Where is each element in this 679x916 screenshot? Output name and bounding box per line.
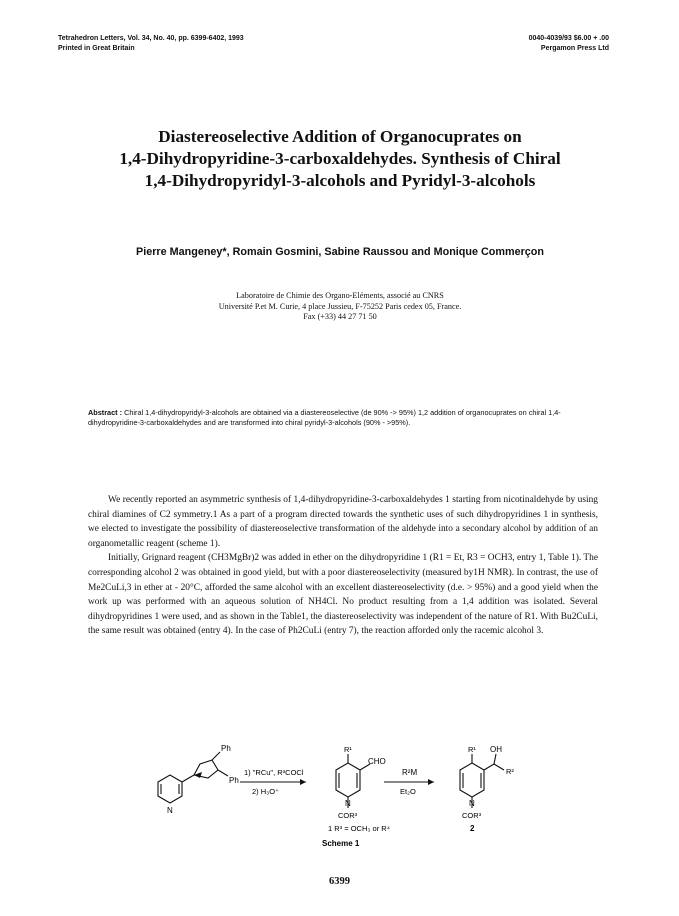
journal-header-right	[529, 34, 609, 54]
r1-label-2: R¹	[468, 745, 476, 754]
publisher: Pergamon Press Ltd	[540, 45, 609, 52]
paragraph-1: We recently reported an asymmetric synthesis of 1,4-dihydropyridine-3-carboxaldehydes 1 starting from nicotinaldehyde by using chiral diamines of C2 symmetry.1 As a part of a program directed towards the synthetic uses of such dihydropyridines 1 in synthesis, we elected to investigate the possibility of diastereoselective transformation of the aldehyde into a secondary alcohol by addition of an organometallic reagent (scheme 1).	[88, 495, 598, 549]
printed-location: Printed in Great Britain	[58, 45, 135, 52]
issn-price: 0040-4039/93 $6.00 + .00	[528, 35, 609, 42]
dihydropyridine-ring-2	[460, 763, 484, 797]
title-line-2: 1,4-Dihydropyridine-3-carboxaldehydes. Synthesis of Chiral	[119, 149, 561, 168]
acyl-label-1: COR³	[338, 811, 358, 820]
scheme-1	[140, 742, 560, 854]
title-line-3: 1,4-Dihydropyridyl-3-alcohols and Pyridyl-3-alcohols	[144, 171, 536, 190]
journal-header-left	[58, 34, 244, 54]
reagent-2: 2) H₃O⁺	[252, 787, 280, 796]
nitrogen-label-2: N	[469, 799, 475, 808]
acyl-label-2: COR³	[462, 811, 482, 820]
compound-2-label: 2	[470, 824, 475, 833]
dihydropyridine-ring-1	[336, 763, 360, 797]
abstract-text: Chiral 1,4-dihydropyridyl-3-alcohols are obtained via a diastereoselective (de 90% -> 95%) 1,2 addition of organocuprates on chiral 1,4-dihydropyridine-3-carboxaldehydes and are transformed into chiral pyridyl-3-alcohols (90% - >95%).	[88, 408, 561, 427]
affiliation-line-1: Laboratoire de Chimie des Organo-Eléments, associé au CNRS	[236, 291, 444, 300]
body-text	[88, 493, 598, 639]
title-line-1: Diastereoselective Addition of Organocuprates on	[158, 127, 522, 146]
reagent-3: R²M	[402, 768, 418, 777]
journal-citation: Tetrahedron Letters, Vol. 34, No. 40, pp. 6399-6402, 1993	[58, 35, 244, 42]
author-list: Pierre Mangeney*, Romain Gosmini, Sabine Raussou and Monique Commerçon	[136, 246, 544, 258]
r1-label-1: R¹	[344, 745, 352, 754]
affiliation	[40, 291, 640, 323]
compound-1-label: 1 R³ = OCH₃ or R⁴	[328, 824, 390, 833]
abstract	[88, 408, 598, 428]
paper-title	[40, 126, 640, 192]
scheme-caption: Scheme 1	[322, 839, 360, 848]
nitrogen-label-1: N	[345, 799, 351, 808]
solvent: Et₂O	[400, 787, 416, 796]
page-number: 6399	[329, 876, 350, 887]
pyridine-ring	[158, 775, 182, 803]
nitrogen-label: N	[167, 806, 173, 815]
abstract-label: Abstract :	[88, 408, 123, 417]
reagent-1: 1) "RCu", R³COCl	[244, 768, 304, 777]
affiliation-fax: Fax (+33) 44 27 71 50	[303, 312, 377, 321]
r2-label: R²	[506, 767, 514, 776]
affiliation-line-2: Université P.et M. Curie, 4 place Jussieu, F-75252 Paris cedex 05, France.	[218, 301, 462, 311]
paragraph-2: Initially, Grignard reagent (CH3MgBr)2 was added in ether on the dihydropyridine 1 (R1 = Et, R3 = OCH3, entry 1, Table 1). The corresponding alcohol 2 was obtained in good yield, but with a poor diastereoselectivity (measured by1H NMR). In contrast, the use of Me2CuLi,3 in ether at - 20°C, afforded the same alcohol with an excellent diastereoselectivity (d.e. > 95%) and a good yield when the work up was performed with an aqueous solution of NH4Cl. No product resulting from a 1,4 addition was isolated. Several dihydropyridines 1 were used, and as shown in the Table1, the diastereoselectivity was independent of the nature of R1. With Bu2CuLi, the same result was obtained (entry 4). In the case of Ph2CuLi (entry 7), the reaction afforded only the racemic alcohol 3.	[88, 553, 598, 637]
phenyl-label-1: Ph	[221, 744, 231, 753]
aldehyde-label: CHO	[368, 757, 386, 766]
phenyl-label-2: Ph	[229, 776, 239, 785]
hydroxyl-label: OH	[490, 745, 502, 754]
